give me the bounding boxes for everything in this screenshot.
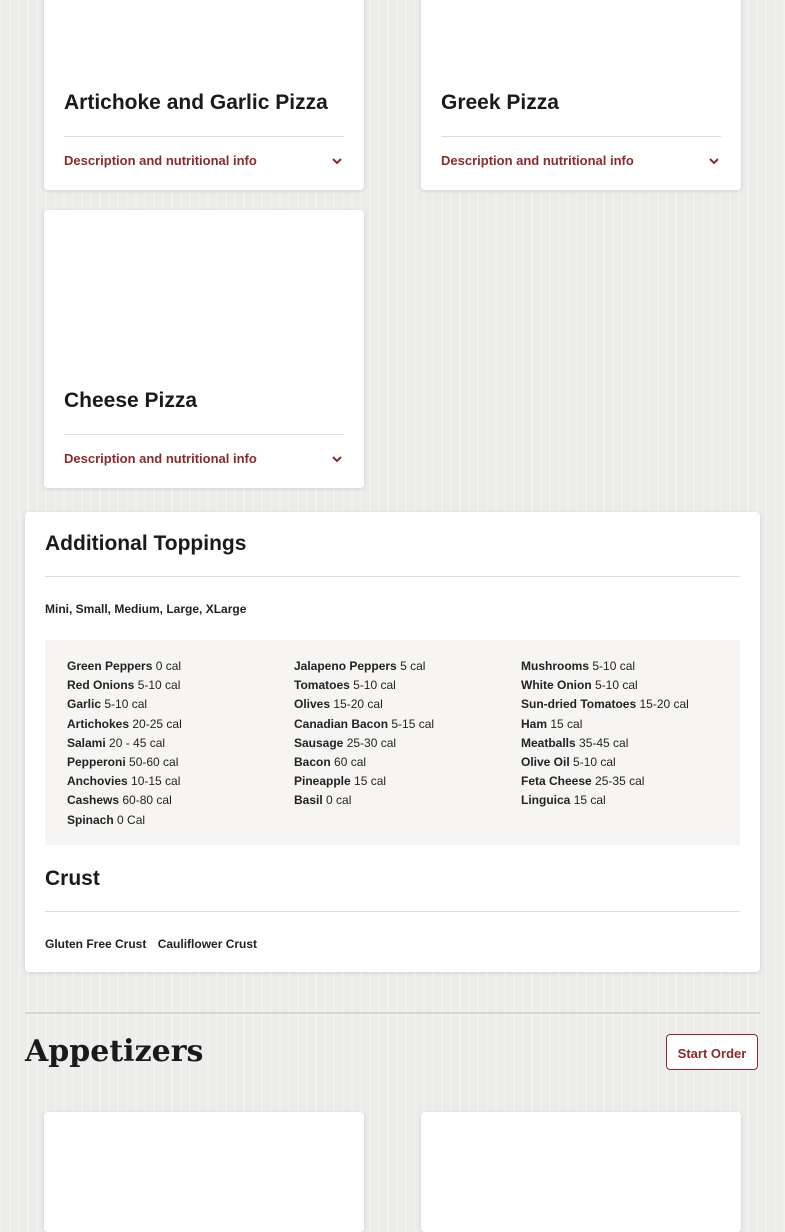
topping-calories: 5-10 cal [592,659,636,673]
topping-item [294,791,434,810]
divider [45,576,740,577]
topping-item [67,811,182,830]
topping-item [521,695,689,714]
topping-name: Bacon [294,754,331,769]
description-toggle[interactable] [441,151,721,171]
topping-calories: 5 cal [400,659,426,673]
toppings-column [294,657,434,811]
topping-item [521,657,689,676]
topping-name: Tomatoes [294,678,350,693]
topping-name: Meatballs [521,735,576,750]
section-divider [25,1012,760,1014]
pizza-title: Artichoke and Garlic Pizza [64,91,328,114]
topping-calories: 15-20 cal [639,697,689,712]
topping-calories: 0 cal [155,659,182,673]
toppings-panel [25,512,760,972]
topping-name: Sun-dried Tomatoes [521,697,637,712]
topping-calories: 25-35 cal [595,774,645,789]
topping-name: Spinach [67,812,114,827]
pizza-card [421,0,741,190]
description-toggle[interactable] [64,151,344,171]
topping-calories: 5-10 cal [595,678,638,693]
topping-name: White Onion [521,678,592,693]
toppings-list [45,640,740,845]
topping-name: Olive Oil [521,754,570,769]
topping-name: Feta Cheese [521,774,592,789]
additional-toppings-heading: Additional Toppings [45,532,247,555]
chevron-down-icon [707,154,721,168]
topping-calories: 0 Cal [117,812,146,827]
description-toggle-label: Description and nutritional info [64,451,257,466]
topping-calories: 50-60 cal [129,754,179,769]
appetizer-card [44,1112,364,1232]
topping-item [521,772,689,791]
topping-calories: 15-20 cal [333,697,383,712]
topping-item [521,791,689,810]
topping-item [67,791,182,810]
topping-item [294,695,434,714]
topping-name: Salami [67,735,106,750]
start-order-button[interactable]: Start Order [666,1034,758,1070]
topping-calories: 10-15 cal [131,774,181,789]
topping-name: Artichokes [67,716,130,731]
description-toggle-label: Description and nutritional info [64,153,257,168]
topping-calories: 15 cal [354,774,387,789]
chevron-down-icon [330,452,344,466]
divider [64,136,344,137]
topping-calories: 5-10 cal [104,697,148,712]
topping-name: Linguica [521,793,571,808]
topping-item [67,695,182,714]
topping-name: Sausage [294,735,344,750]
topping-name: Jalapeno Peppers [294,659,397,673]
pizza-card [44,210,364,488]
topping-name: Canadian Bacon [294,716,389,731]
topping-item [521,753,689,772]
topping-item [67,734,182,753]
topping-item [521,734,689,753]
size-list: Mini, Small, Medium, Large, XLarge [45,602,247,616]
topping-name: Pepperoni [67,754,126,769]
topping-name: Mushrooms [521,659,590,673]
topping-name: Basil [294,793,323,808]
description-toggle-label: Description and nutritional info [441,153,634,168]
crust-heading: Crust [45,867,100,890]
topping-item [67,753,182,772]
topping-calories: 5-10 cal [137,678,181,693]
topping-calories: 5-15 cal [391,716,435,731]
divider [45,911,740,912]
divider [64,434,344,435]
pizza-title: Cheese Pizza [64,389,198,412]
topping-calories: 15 cal [573,793,606,808]
topping-name: Green Peppers [67,659,153,673]
topping-name: Cashews [67,793,120,808]
topping-calories: 20-25 cal [132,716,182,731]
appetizers-heading: Appetizers [25,1034,204,1069]
toppings-column [67,657,182,830]
description-toggle[interactable] [64,449,344,469]
pizza-card [44,0,364,190]
topping-item [294,657,434,676]
topping-name: Garlic [67,697,102,712]
topping-name: Anchovies [67,774,128,789]
topping-item [67,657,182,676]
topping-name: Pineapple [294,774,351,789]
topping-item [294,715,434,734]
crust-list [45,937,265,951]
divider [441,136,721,137]
topping-calories: 15 cal [550,716,583,731]
topping-item [294,772,434,791]
topping-item [521,715,689,734]
topping-item [521,676,689,695]
chevron-down-icon [330,154,344,168]
topping-calories: 5-10 cal [353,678,396,693]
topping-item [294,753,434,772]
crust-option: Gluten Free Crust [45,937,147,951]
topping-calories: 0 cal [326,793,352,808]
topping-calories: 60 cal [334,754,367,769]
topping-item [67,772,182,791]
crust-option: Cauliflower Crust [157,937,258,951]
topping-name: Ham [521,716,548,731]
topping-item [67,715,182,734]
toppings-column [521,657,689,811]
topping-calories: 60-80 cal [122,793,172,808]
topping-calories: 5-10 cal [573,754,616,769]
topping-calories: 20 - 45 cal [109,735,166,750]
pizza-title: Greek Pizza [441,91,559,114]
topping-item [294,734,434,753]
topping-item [294,676,434,695]
appetizer-card [421,1112,741,1232]
topping-name: Olives [294,697,331,712]
topping-calories: 35-45 cal [579,735,629,750]
topping-name: Red Onions [67,678,135,693]
topping-calories: 25-30 cal [346,735,397,750]
topping-item [67,676,182,695]
